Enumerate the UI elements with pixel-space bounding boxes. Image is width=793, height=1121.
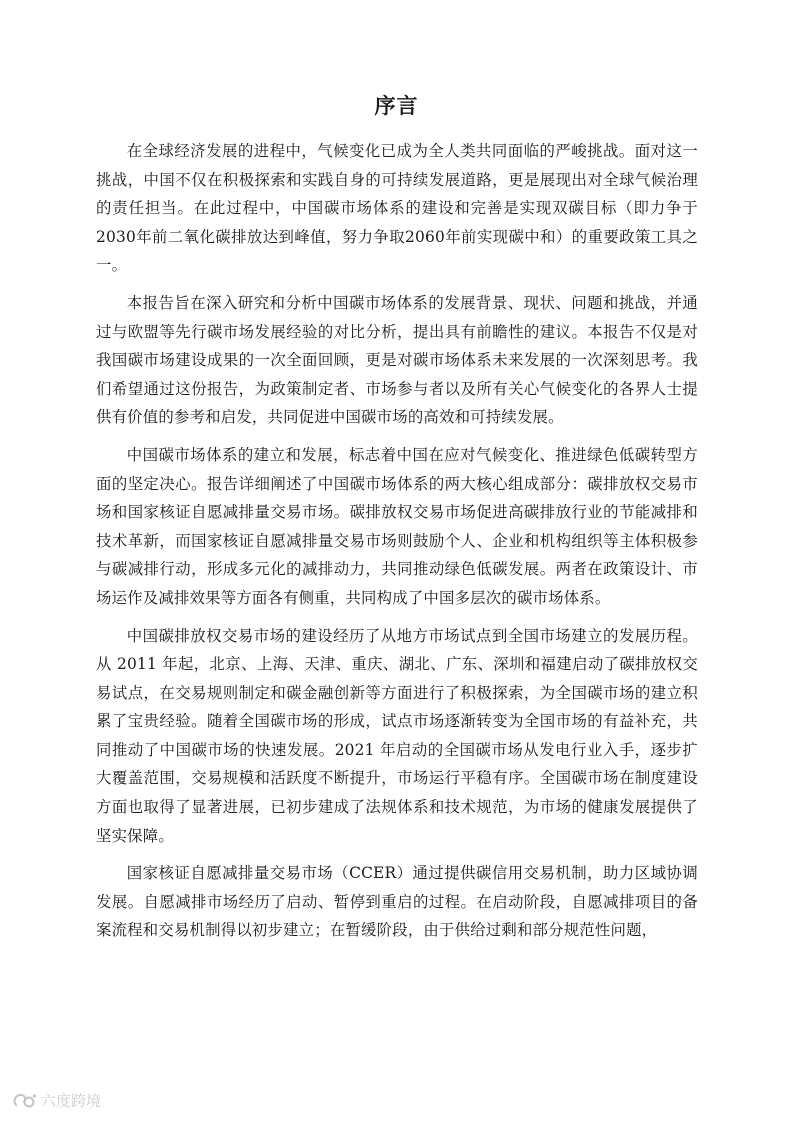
document-body	[96, 137, 698, 954]
watermark-text: 六度跨境	[41, 1092, 102, 1110]
liuduquanqiu-logo-icon	[12, 1091, 38, 1111]
paragraph-4: 中国碳排放权交易市场的建设经历了从地方市场试点到全国市场建立的发展历程。从 2011 年起，北京、上海、天津、重庆、湖北、广东、深圳和福建启动了碳排放权交易试点，在交易规则制定和碳金融创新等方面进行了积极探索，为全国碳市场的建立积累了宝贵经验。随着全国碳市场的形成，试点市场逐渐转变为全国市场的有益补充，共同推动了中国碳市场的快速发展。2021 年启动的全国碳市场从发电行业入手，逐步扩大覆盖范围，交易规模和活跃度不断提升，市场运行平稳有序。全国碳市场在制度建设方面也取得了显著进展，已初步建成了法规体系和技术规范，为市场的健康发展提供了坚实保障。	[96, 626, 698, 845]
paragraph-2: 本报告旨在深入研究和分析中国碳市场体系的发展背景、现状、问题和挑战，并通过与欧盟等先行碳市场发展经验的对比分析，提出具有前瞻性的建议。本报告不仅是对我国碳市场建设成果的一次全面回顾，更是对碳市场体系未来发展的一次深刻思考。我们希望通过这份报告，为政策制定者、市场参与者以及所有关心气候变化的各界人士提供有价值的参考和启发，共同促进中国碳市场的高效和可持续发展。	[96, 293, 698, 427]
watermark	[12, 1090, 101, 1111]
paragraph-5: 国家核证自愿减排量交易市场（CCER）通过提供碳信用交易机制，助力区域协调发展。自愿减排市场经历了启动、暂停到重启的过程。在启动阶段，自愿减排项目的备案流程和交易机制得以初步建立；在暂缓阶段，由于供给过剩和部分规范性问题，	[96, 864, 698, 940]
paragraph-3: 中国碳市场体系的建立和发展，标志着中国在应对气候变化、推进绿色低碳转型方面的坚定决心。报告详细阐述了中国碳市场体系的两大核心组成部分：碳排放权交易市场和国家核证自愿减排量交易市场。碳排放权交易市场促进高碳排放行业的节能减排和技术革新，而国家核证自愿减排量交易市场则鼓励个人、企业和机构组织等主体积极参与碳减排行动，形成多元化的减排动力，共同推动绿色低碳发展。两者在政策设计、市场运作及减排效果等方面各有侧重，共同构成了中国多层次的碳市场体系。	[96, 445, 698, 607]
paragraph-1: 在全球经济发展的进程中，气候变化已成为全人类共同面临的严峻挑战。面对这一挑战，中国不仅在积极探索和实践自身的可持续发展道路，更是展现出对全球气候治理的责任担当。在此过程中，中国碳市场体系的建设和完善是实现双碳目标（即力争于2030年前二氧化碳排放达到峰值，努力争取2060年前实现碳中和）的重要政策工具之一。	[96, 142, 698, 275]
page-title: 序言	[374, 94, 419, 118]
